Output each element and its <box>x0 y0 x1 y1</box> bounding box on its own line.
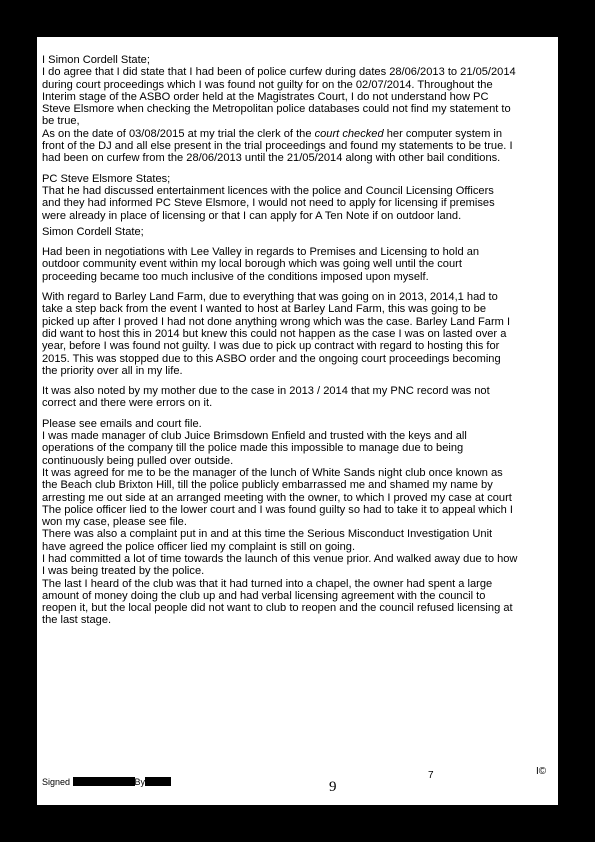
signed-label: Signed <box>42 777 71 787</box>
text-line: outdoor community event within my local borough which was going well until the court <box>42 258 462 271</box>
paragraph <box>42 54 545 165</box>
text-line: had been on curfew from the 28/06/2013 until the 21/05/2014 along with other bail conditions. <box>42 152 501 165</box>
text-line: It was agreed for me to be the manager of the lunch of White Sands night club once known as <box>42 466 503 479</box>
text-line: I was made manager of club Juice Brimsdown Enfield and trusted with the keys and all <box>42 430 467 443</box>
text-line: There was also a complaint put in and at this time the Serious Misconduct Investigation Unit <box>42 528 493 541</box>
text-line: continuously being pulled over outside. <box>42 454 234 467</box>
text-line: operations of the company till the police made this impossible to manage due to being <box>42 442 464 455</box>
text-line: the last stage. <box>42 614 112 627</box>
text-line: were already in place of licensing or that I can apply for A Ten Note if on outdoor land. <box>42 209 462 222</box>
paragraph <box>42 246 545 283</box>
text-line: I was being treated by the police. <box>42 565 205 578</box>
text-line: be true, <box>42 115 80 128</box>
by-label: By <box>134 777 146 787</box>
paragraph-spacer <box>42 377 545 385</box>
paragraph <box>42 226 545 238</box>
emphasis: court checked <box>314 127 384 140</box>
text-line: PC Steve Elsmore States; <box>42 172 171 185</box>
text-line: the Beach club Brixton Hill, till the police publicly embarrassed me and shamed my name by <box>42 479 493 492</box>
text-line: The police officer lied to the lower court and I was found guilty so had to take it to appeal which I <box>42 503 513 516</box>
page-number: 9 <box>329 779 337 795</box>
text-line: have agreed the police officer lied my complaint is still on going. <box>42 540 356 553</box>
text-line: and they had informed PC Steve Elsmore, I would not need to apply for licensing if premises <box>42 197 495 210</box>
text-line: arresting me out side at an arranged meeting with the owner, to which I proved my case at court <box>42 491 512 504</box>
paragraph-spacer <box>42 283 545 291</box>
text-line: picked up after I proved I had not done anything wrong which was the case. Barley Land Farm I <box>42 315 511 328</box>
text-line: did want to host this in 2014 but knew this could not happen as the case I was on lasted over a <box>42 327 507 340</box>
text-line: Please see emails and court file. <box>42 417 202 430</box>
paragraph-spacer <box>42 165 545 173</box>
text-line: take a step back from the event I wanted to host at Barley Land Farm, this was going to be <box>42 303 486 316</box>
text-line: Steve Elsmore when checking the Metropolitan police databases could not find my statement to <box>42 103 511 116</box>
text-line: front of the DJ and all else present in the trial proceedings and found my statements to be true. I <box>42 140 513 153</box>
text-line: the priority over all in my life. <box>42 364 183 377</box>
statement-body <box>42 54 545 627</box>
text-line: correct and there were errors on it. <box>42 397 213 410</box>
text-line: 2015. This was stopped due to this ASBO order and the ongoing court proceedings becoming <box>42 352 501 365</box>
text-line: won my case, please see file. <box>42 516 187 529</box>
text-line: It was also noted by my mother due to the case in 2013 / 2014 that my PNC record was not <box>42 385 490 398</box>
paragraph <box>42 385 545 410</box>
text-line: I do agree that I did state that I had been of police curfew during dates 28/06/2013 to 21/05/2014 <box>42 66 516 79</box>
small-number: 7 <box>428 770 434 781</box>
corner-mark: I© <box>536 766 547 777</box>
text-line: With regard to Barley Land Farm, due to everything that was going on in 2013, 2014,1 had to <box>42 291 498 304</box>
text-line: Had been in negotiations with Lee Valley in regards to Premises and Licensing to hold an <box>42 246 480 259</box>
text-line: during court proceedings which I was found not guilty for on the 02/07/2014. Throughout the <box>42 78 493 91</box>
text-line: Simon Cordell State; <box>42 225 144 238</box>
text-line: The last I heard of the club was that it had turned into a chapel, the owner had spent a large <box>42 577 493 590</box>
text-line: proceeding became too much inclusive of the conditions imposed upon myself. <box>42 270 429 283</box>
text-line: Interim stage of the ASBO order held at the Magistrates Court, I do not understand how PC <box>42 90 489 103</box>
text-line: reopen it, but the local people did not want to club to reopen and the council refused licensing at <box>42 602 513 615</box>
paragraph <box>42 173 545 222</box>
text-line: I had committed a lot of time towards the launch of this venue prior. And walked away due to how <box>42 552 518 565</box>
paragraph <box>42 291 545 377</box>
text-line: I Simon Cordell State; <box>42 54 150 66</box>
redaction-box <box>145 777 171 786</box>
text-line: As on the date of 03/08/2015 at my trial the clerk of the court checked her computer system in <box>42 127 503 140</box>
text-line: That he had discussed entertainment licences with the police and Council Licensing Officers <box>42 184 494 197</box>
paragraph <box>42 418 545 627</box>
document-page <box>37 37 558 805</box>
text-line: amount of money doing the club up and had verbal licensing agreement with the council to <box>42 589 486 602</box>
redaction-box <box>73 777 135 786</box>
paragraph-spacer <box>42 410 545 418</box>
signature-line <box>42 777 171 787</box>
text-line: year, before I was found not guilty. I was due to pick up contract with regard to hosting this for <box>42 340 500 353</box>
paragraph-spacer <box>42 238 545 246</box>
